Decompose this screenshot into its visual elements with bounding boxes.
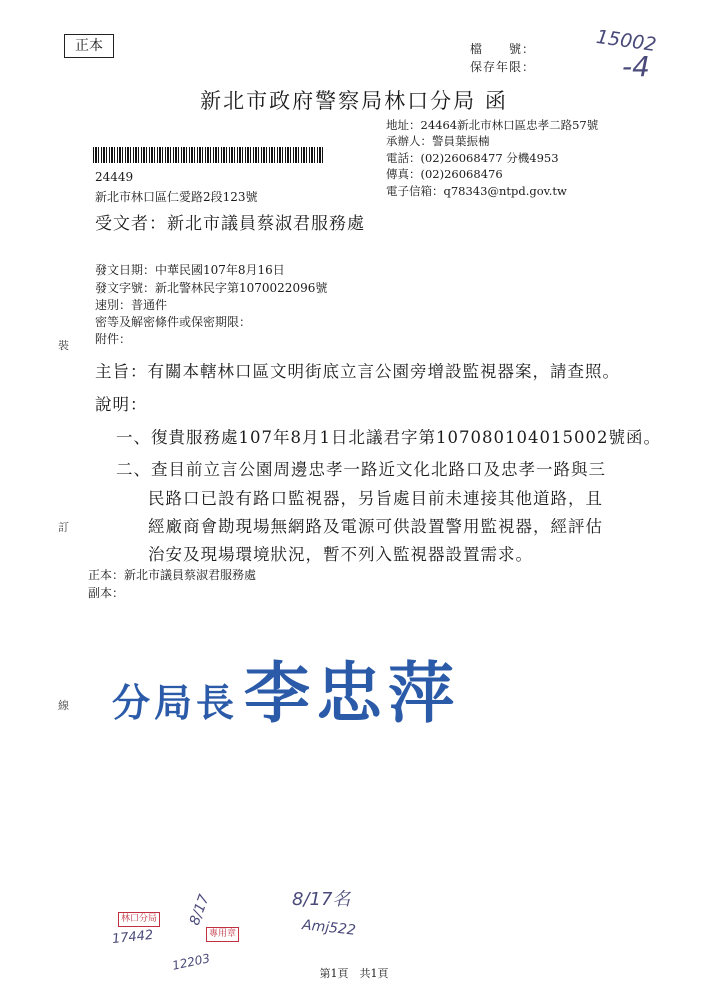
handwritten-file-no: 15002 <box>594 25 658 57</box>
page-footer: 第1頁 共1頁 <box>319 967 389 980</box>
item-1-line-1: 一、復貴服務處107年8月1日北議君字第107080104015002號函。 <box>116 428 661 447</box>
binding-mark-ding: 訂 <box>58 521 69 534</box>
red-stamp-1: 林口分局 <box>118 912 160 927</box>
item-2-line-3: 經廠商會勘現場無網路及電源可供設置警用監視器，經評估 <box>148 517 603 536</box>
red-stamp-2: 專用章 <box>206 927 239 942</box>
binding-mark-zhuang: 裝 <box>58 339 69 352</box>
speed-class: 速別：普通件 <box>95 298 168 312</box>
handwritten-signature: Amj522 <box>301 917 357 939</box>
explanation-label: 說明： <box>95 395 148 414</box>
file-no-label: 檔 號： <box>470 42 536 56</box>
recipient: 受文者：新北市議員蔡淑君服務處 <box>95 214 365 234</box>
item-2-line-4: 治安及現場環境狀況，暫不列入監視器設置需求。 <box>148 545 533 564</box>
issue-date: 發文日期：中華民國107年8月16日 <box>95 263 285 277</box>
mailing-address: 新北市林口區仁愛路2段123號 <box>95 190 258 204</box>
subject: 主旨：有關本轄林口區文明街底立言公園旁增設監視器案，請查照。 <box>95 362 620 381</box>
director-title: 分局長 <box>112 680 239 725</box>
director-name: 李忠萍 <box>244 654 461 732</box>
contact-fax: 傳真：(02)26068476 <box>386 167 503 181</box>
secrecy-level: 密等及解密條件或保密期限： <box>95 315 252 329</box>
retention-label: 保存年限： <box>470 60 536 74</box>
doc-number: 發文字號：新北警林民字第1070022096號 <box>95 281 328 295</box>
handwritten-date: 8/17 <box>186 892 213 928</box>
barcode <box>93 147 325 163</box>
binding-mark-xian: 線 <box>58 699 69 712</box>
director-signature <box>112 640 460 735</box>
item-2-line-2: 民路口已設有路口監視器，另旨處目前未連接其他道路，且 <box>148 489 603 508</box>
contact-address: 地址：24464新北市林口區忠孝二路57號 <box>386 118 599 132</box>
original-copy: 正本：新北市議員蔡淑君服務處 <box>88 568 257 582</box>
handwritten-retention: -4 <box>622 50 650 83</box>
contact-handler: 承辦人：警員葉振楠 <box>386 134 490 148</box>
item-2-line-1: 二、查目前立言公園周邊忠孝一路近文化北路口及忠孝一路與三 <box>116 460 606 479</box>
copy-mark: 正本 <box>64 34 114 58</box>
duplicate-copy: 副本： <box>88 586 125 600</box>
handwritten-number-2: 12203 <box>170 951 212 973</box>
attachment: 附件： <box>95 332 132 346</box>
contact-email: 電子信箱：q78343@ntpd.gov.tw <box>386 184 567 198</box>
handwritten-initials: 8/17名 <box>292 889 351 910</box>
handwritten-number-1: 17442 <box>111 927 155 948</box>
postal-code: 24449 <box>95 170 134 184</box>
document-title: 新北市政府警察局林口分局 函 <box>200 89 508 113</box>
contact-phone: 電話：(02)26068477 分機4953 <box>386 151 559 165</box>
